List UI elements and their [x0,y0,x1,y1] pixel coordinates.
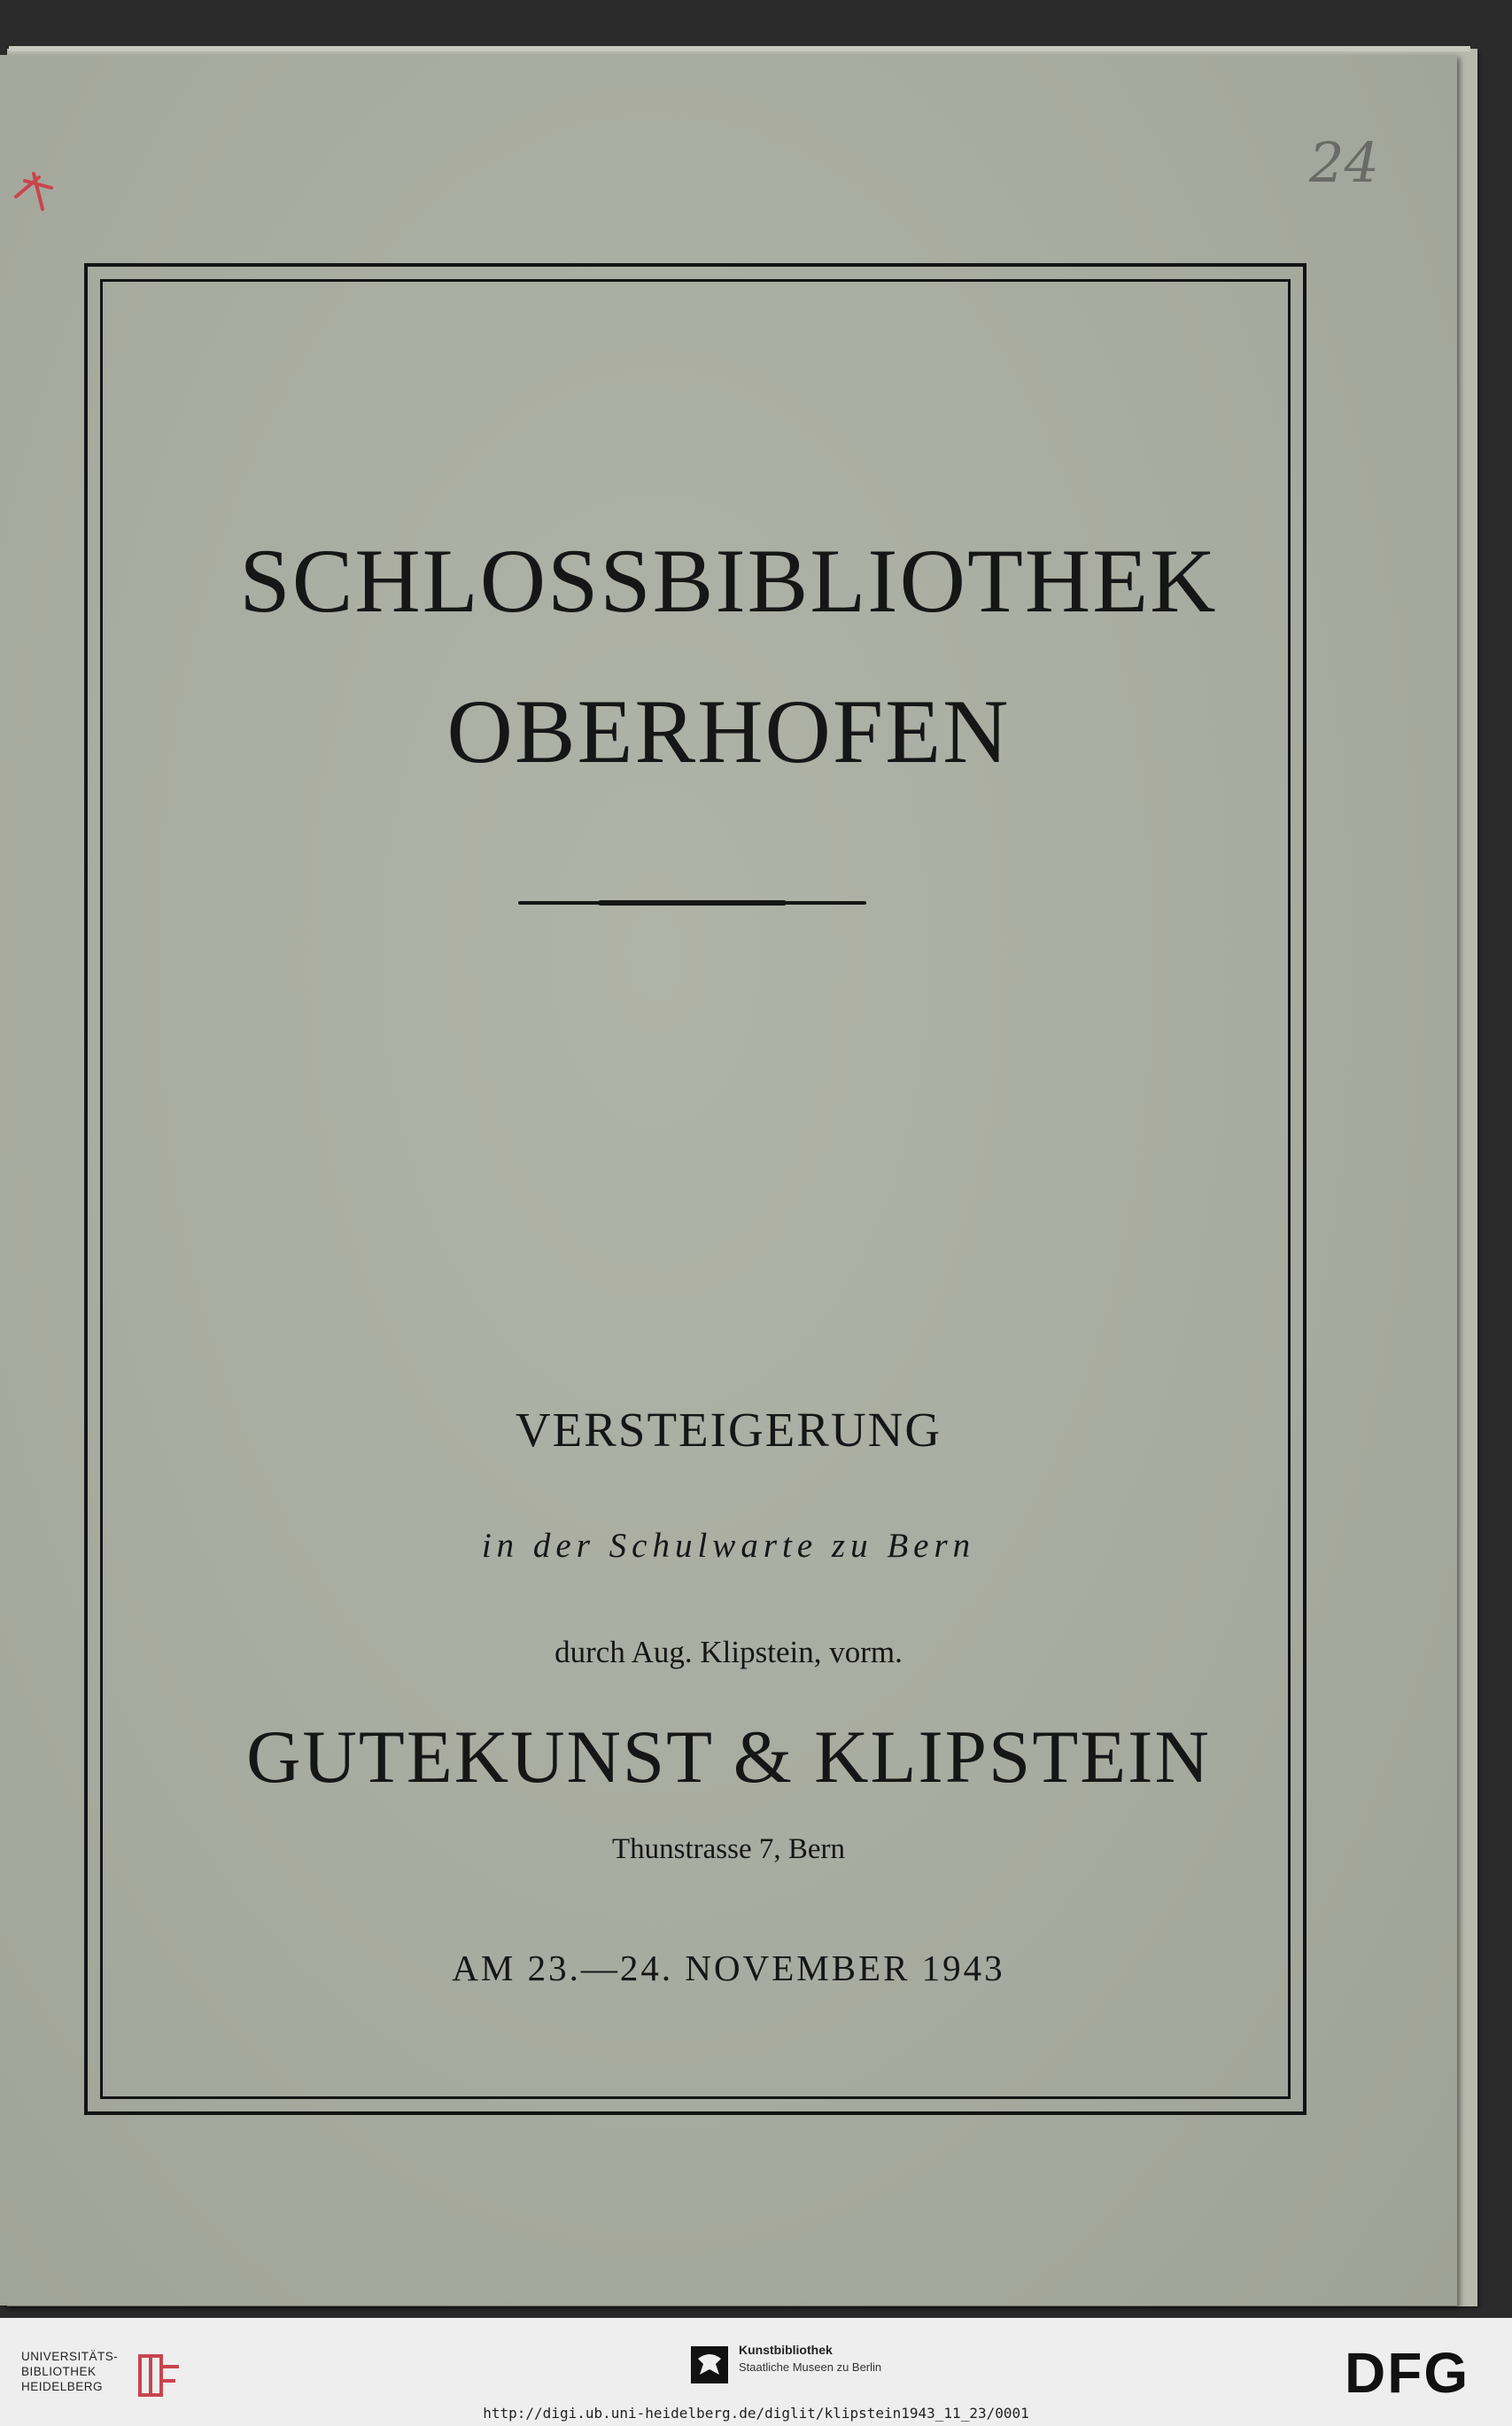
decorative-rule [518,901,866,905]
venue-text: in der Schulwarte zu Bern [481,1527,976,1565]
eagle-icon [691,2346,728,2383]
title-line-1: SCHLOSSBIBLIOTHEK [239,531,1218,632]
page-top-edge [9,46,1470,51]
handwritten-number [1302,130,1400,201]
kunstbibliothek-name: Kunstbibliothek [739,2343,833,2357]
firm-name: GUTEKUNST & KLIPSTEIN [246,1715,1211,1799]
kunstbibliothek-logo[interactable] [691,2334,939,2387]
permalink-url[interactable]: http://digi.ub.uni-heidelberg.de/diglit/klipstein1943_11_23/0001 [483,2405,1029,2422]
library-name: UNIVERSITÄTS- BIBLIOTHEK HEIDELBERG [21,2350,119,2393]
svg-text:DFG: DFG [1345,2344,1470,2399]
dfg-logo[interactable] [1345,2344,1497,2399]
digitization-footer [0,2318,1512,2426]
auction-heading: VERSTEIGERUNG [515,1403,942,1457]
red-pencil-mark-icon [9,161,62,214]
library-emblem-icon [135,2351,186,2400]
catalog-cover [0,55,1457,2305]
heidelberg-library-logo[interactable] [21,2349,185,2402]
agent-text: durch Aug. Klipstein, vorm. [554,1635,903,1669]
kunstbibliothek-subtitle: Staatliche Museen zu Berlin [739,2360,882,2374]
svg-text:24: 24 [1309,130,1379,195]
auction-date: AM 23.—24. NOVEMBER 1943 [452,1948,1005,1988]
title-line-2: OBERHOFEN [446,681,1011,782]
firm-address: Thunstrasse 7, Bern [611,1833,846,1865]
